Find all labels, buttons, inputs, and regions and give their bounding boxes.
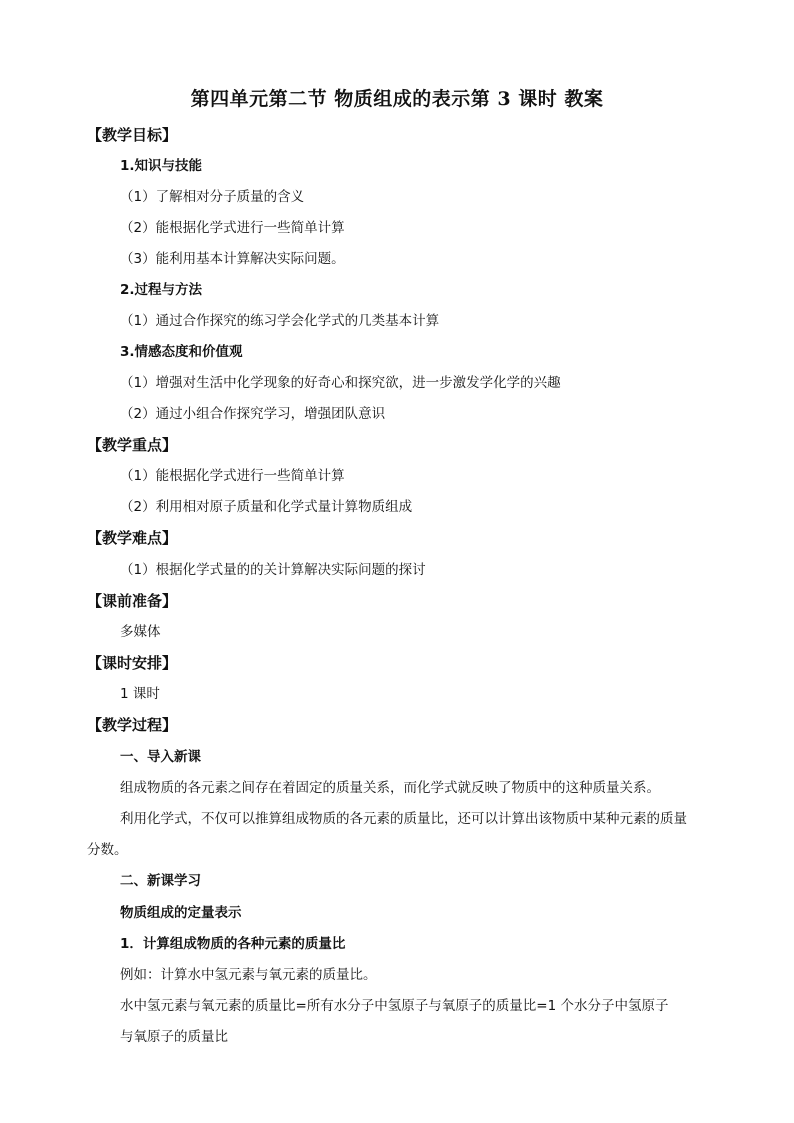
- subheading-attitude-values: 3.情感态度和价值观: [120, 344, 243, 360]
- subheading-knowledge-skills: 1.知识与技能: [120, 158, 203, 174]
- list-item: （2）能根据化学式进行一些简单计算: [120, 220, 345, 236]
- list-item: （1）了解相对分子质量的含义: [120, 189, 305, 205]
- subheading-mass-ratio: 1．计算组成物质的各种元素的质量比: [120, 936, 346, 952]
- list-item: （2）利用相对原子质量和化学式量计算物质组成: [120, 499, 413, 515]
- section-heading-key-points: 【教学重点】: [87, 436, 178, 454]
- list-item: （1）根据化学式量的的关计算解决实际问题的探讨: [120, 562, 426, 578]
- list-item: （1）增强对生活中化学现象的好奇心和探究欲，进一步激发学化学的兴趣: [120, 375, 561, 391]
- paragraph: 组成物质的各元素之间存在着固定的质量关系，而化学式就反映了物质中的这种质量关系。: [120, 780, 660, 796]
- paragraph-continuation: 分数。: [87, 842, 128, 858]
- paragraph: 水中氢元素与氧元素的质量比=所有水分子中氢原子与氧原子的质量比=1 个水分子中氢原子: [120, 998, 669, 1014]
- paragraph: 1 课时: [120, 686, 160, 702]
- list-item: （3）能利用基本计算解决实际问题。: [120, 251, 345, 267]
- subheading-process-method: 2.过程与方法: [120, 282, 203, 298]
- list-item: （1）能根据化学式进行一些简单计算: [120, 468, 345, 484]
- subheading-new-lesson: 二、新课学习: [120, 873, 201, 889]
- list-item: （1）通过合作探究的练习学会化学式的几类基本计算: [120, 313, 440, 329]
- section-heading-preparation: 【课前准备】: [87, 592, 178, 610]
- paragraph: 多媒体: [120, 624, 161, 640]
- section-heading-difficulties: 【教学难点】: [87, 529, 178, 547]
- paragraph-continuation: 与氧原子的质量比: [120, 1029, 228, 1045]
- section-heading-objectives: 【教学目标】: [87, 126, 178, 144]
- subheading-quantitative: 物质组成的定量表示: [120, 905, 242, 921]
- paragraph: 利用化学式，不仅可以推算组成物质的各元素的质量比，还可以计算出该物质中某种元素的质量: [120, 811, 687, 827]
- paragraph: 例如：计算水中氢元素与氧元素的质量比。: [120, 967, 377, 983]
- document-title: 第四单元第二节 物质组成的表示第 3 课时 教案: [190, 88, 604, 110]
- section-heading-schedule: 【课时安排】: [87, 654, 178, 672]
- subheading-introduction: 一、导入新课: [120, 749, 201, 765]
- section-heading-process: 【教学过程】: [87, 716, 178, 734]
- list-item: （2）通过小组合作探究学习，增强团队意识: [120, 406, 386, 422]
